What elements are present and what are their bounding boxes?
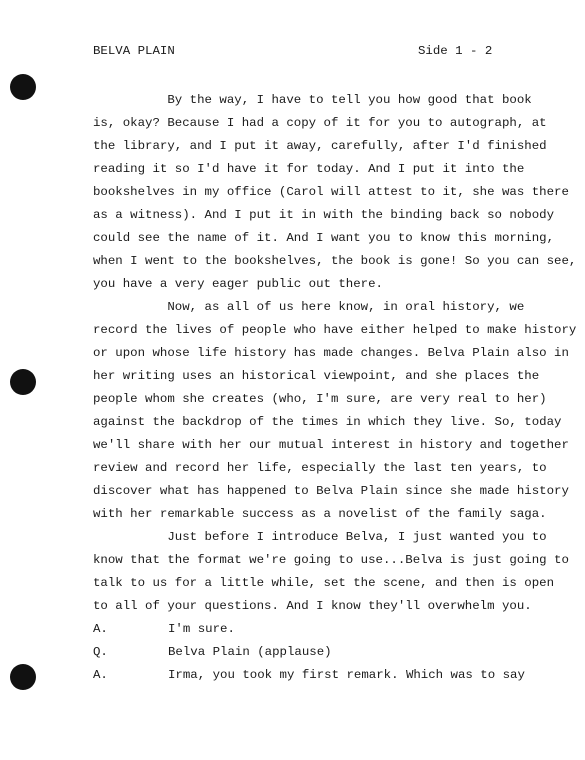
text-line: with her remarkable success as a novelist of the family saga. <box>93 507 547 521</box>
text-line: people whom she creates (who, I'm sure, are very real to her) <box>93 392 547 406</box>
speaker-tag: A. <box>93 668 108 682</box>
dialogue-text: Belva Plain (applause) <box>168 645 332 659</box>
text-line: could see the name of it. And I want you to know this morning, <box>93 231 555 245</box>
binder-hole-bottom <box>10 664 36 690</box>
text-line: discover what has happened to Belva Plain since she made history <box>93 484 569 498</box>
header-page-label: Side 1 - 2 <box>418 44 493 58</box>
text-line: the library, and I put it away, carefully, after I'd finished <box>93 139 547 153</box>
dialogue-text: I'm sure. <box>168 622 235 636</box>
text-line: we'll share with her our mutual interest in history and together <box>93 438 569 452</box>
text-line: By the way, I have to tell you how good that book <box>93 93 532 107</box>
text-line: against the backdrop of the times in which they live. So, today <box>93 415 562 429</box>
text-line: bookshelves in my office (Carol will attest to it, she was there <box>93 185 569 199</box>
dialogue-line <box>93 618 573 641</box>
text-line: know that the format we're going to use...Belva is just going to <box>93 553 569 567</box>
text-line: her writing uses an historical viewpoint, and she places the <box>93 369 540 383</box>
binder-hole-middle <box>10 369 36 395</box>
binder-hole-top <box>10 74 36 100</box>
text-line: to all of your questions. And I know they'll overwhelm you. <box>93 599 532 613</box>
text-line: when I went to the bookshelves, the book is gone! So you can see, <box>93 254 577 268</box>
speaker-tag: Q. <box>93 645 108 659</box>
text-line: is, okay? Because I had a copy of it for you to autograph, at <box>93 116 547 130</box>
text-line: or upon whose life history has made changes. Belva Plain also in <box>93 346 569 360</box>
text-line: record the lives of people who have either helped to make history <box>93 323 577 337</box>
text-line: as a witness). And I put it in with the binding back so nobody <box>93 208 555 222</box>
transcript-body <box>93 89 577 687</box>
text-line: reading it so I'd have it for today. And I put it into the <box>93 162 525 176</box>
text-line: you have a very eager public out there. <box>93 277 383 291</box>
dialogue-line <box>93 664 573 687</box>
dialogue-text: Irma, you took my first remark. Which was to say <box>168 668 525 682</box>
dialogue-line <box>93 641 573 664</box>
speaker-tag: A. <box>93 622 108 636</box>
header-title: BELVA PLAIN <box>93 44 175 58</box>
text-line: Just before I introduce Belva, I just wanted you to <box>93 530 547 544</box>
text-line: Now, as all of us here know, in oral history, we <box>93 300 525 314</box>
text-line: talk to us for a little while, set the scene, and then is open <box>93 576 555 590</box>
text-line: review and record her life, especially the last ten years, to <box>93 461 547 475</box>
